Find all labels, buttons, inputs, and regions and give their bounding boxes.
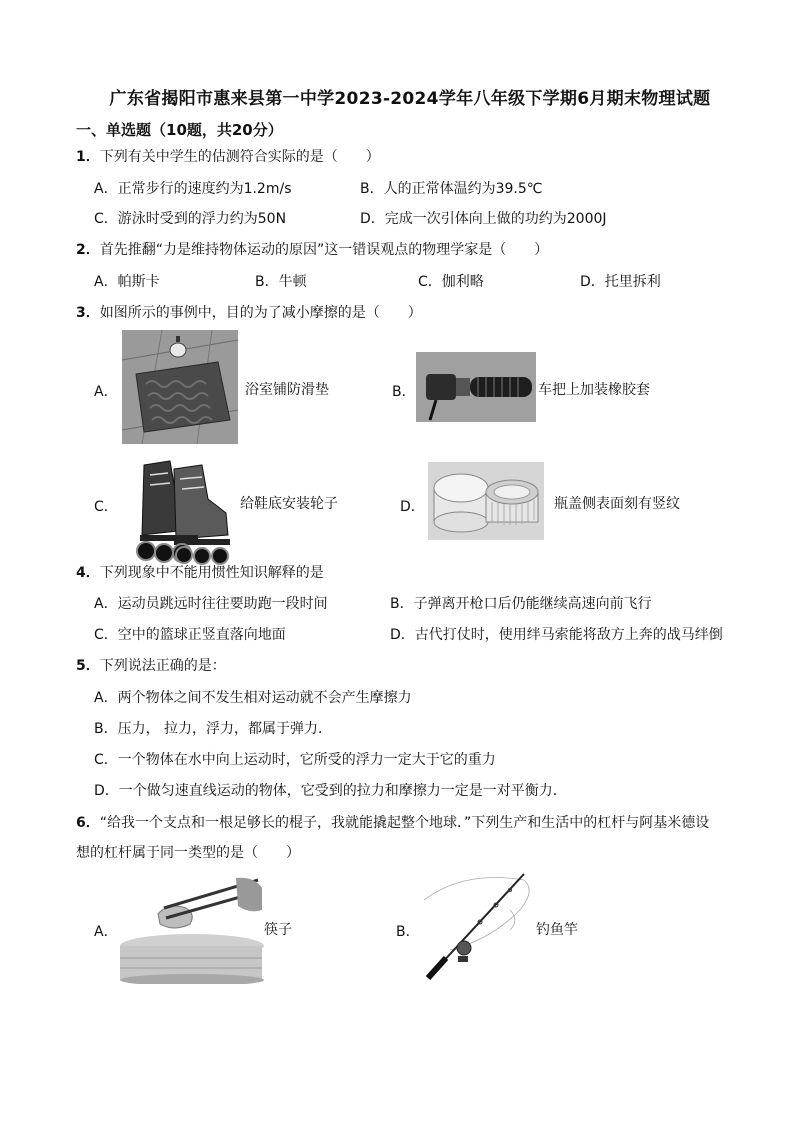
question-stem-line-1: “给我一个支点和一根足够长的棍子，我就能撬起整个地球．”下列生产和生活中的杠杆与阿基米德设 [99, 815, 710, 831]
q5-option-b: B．压力， 拉力，浮力，都属于弹力． [94, 721, 333, 737]
q4-option-b: B．子弹离开枪口后仍能继续高速向前飞行 [390, 596, 652, 612]
q3-option-b-caption: 车把上加装橡胶套 [538, 382, 650, 398]
question-4 [76, 562, 324, 582]
question-6 [76, 812, 709, 832]
q3-option-a-caption: 浴室铺防滑垫 [245, 382, 329, 398]
q5-option-c: C．一个物体在水中向上运动时，它所受的浮力一定大于它的重力 [94, 752, 496, 768]
exam-title: 广东省揭阳市惠来县第一中学2023-2024学年八年级下学期6月期末物理试题 [109, 89, 711, 109]
q5-option-a: A．两个物体之间不发生相对运动就不会产生摩擦力 [94, 690, 412, 706]
question-number: 4． [76, 565, 100, 581]
question-3 [76, 302, 422, 322]
q3-option-b-letter: B． [392, 384, 416, 400]
question-5 [76, 655, 226, 675]
chopsticks-image [118, 874, 264, 984]
roller-skates-image [122, 455, 234, 565]
q2-option-d: D．托里拆利 [580, 274, 661, 290]
q3-option-a-letter: A． [94, 384, 118, 400]
fishing-rod-image [420, 870, 540, 984]
q1-option-c: C．游泳时受到的浮力约为50N [94, 211, 287, 227]
q3-option-d-letter: D． [400, 499, 425, 515]
question-number: 6． [76, 815, 100, 831]
question-number: 1． [76, 149, 100, 165]
question-6-line-2: 想的杠杆属于同一类型的是（ ） [76, 845, 300, 861]
question-stem: 下列说法正确的是： [99, 658, 226, 674]
q2-option-c: C．伽利略 [418, 274, 484, 290]
question-2 [76, 239, 548, 259]
bike-handle-image [416, 352, 536, 422]
q6-option-b-letter: B． [396, 924, 420, 940]
q1-option-b: B．人的正常体温约为39.5℃ [360, 181, 543, 197]
q2-option-b: B．牛顿 [255, 274, 307, 290]
q6-option-a-caption: 筷子 [264, 922, 292, 938]
question-number: 3． [76, 305, 100, 321]
q3-option-c-caption: 给鞋底安装轮子 [240, 496, 338, 512]
question-1 [76, 146, 380, 166]
question-number: 2． [76, 242, 100, 258]
q4-option-a: A．运动员跳远时往往要助跑一段时间 [94, 596, 328, 612]
q4-option-c: C．空中的篮球正竖直落向地面 [94, 627, 286, 643]
bath-mat-image [122, 330, 238, 444]
q2-option-a: A．帕斯卡 [94, 274, 160, 290]
q3-option-d-caption: 瓶盖侧表面刻有竖纹 [554, 496, 680, 512]
q5-option-d: D．一个做匀速直线运动的物体，它受到的拉力和摩擦力一定是一对平衡力． [94, 783, 567, 799]
q4-option-d: D．古代打仗时，使用绊马索能将敌方上奔的战马绊倒 [390, 627, 723, 643]
bottle-cap-image [428, 462, 544, 540]
question-number: 5． [76, 658, 100, 674]
q6-option-a-letter: A． [94, 924, 118, 940]
q1-option-a: A．正常步行的速度约为1.2m/s [94, 181, 292, 197]
q6-option-b-caption: 钓鱼竿 [536, 922, 578, 938]
question-stem: 下列有关中学生的估测符合实际的是（ ） [99, 149, 380, 165]
question-stem: 如图所示的事例中，目的为了减小摩擦的是（ ） [99, 305, 422, 321]
question-stem: 下列现象中不能用惯性知识解释的是 [99, 565, 324, 581]
q3-option-c-letter: C． [94, 499, 118, 515]
question-stem: 首先推翻“力是维持物体运动的原因”这一错误观点的物理学家是（ ） [99, 242, 549, 258]
section-heading: 一、单选题（10题，共20分） [76, 121, 283, 139]
q1-option-d: D．完成一次引体向上做的功约为2000J [360, 211, 607, 227]
